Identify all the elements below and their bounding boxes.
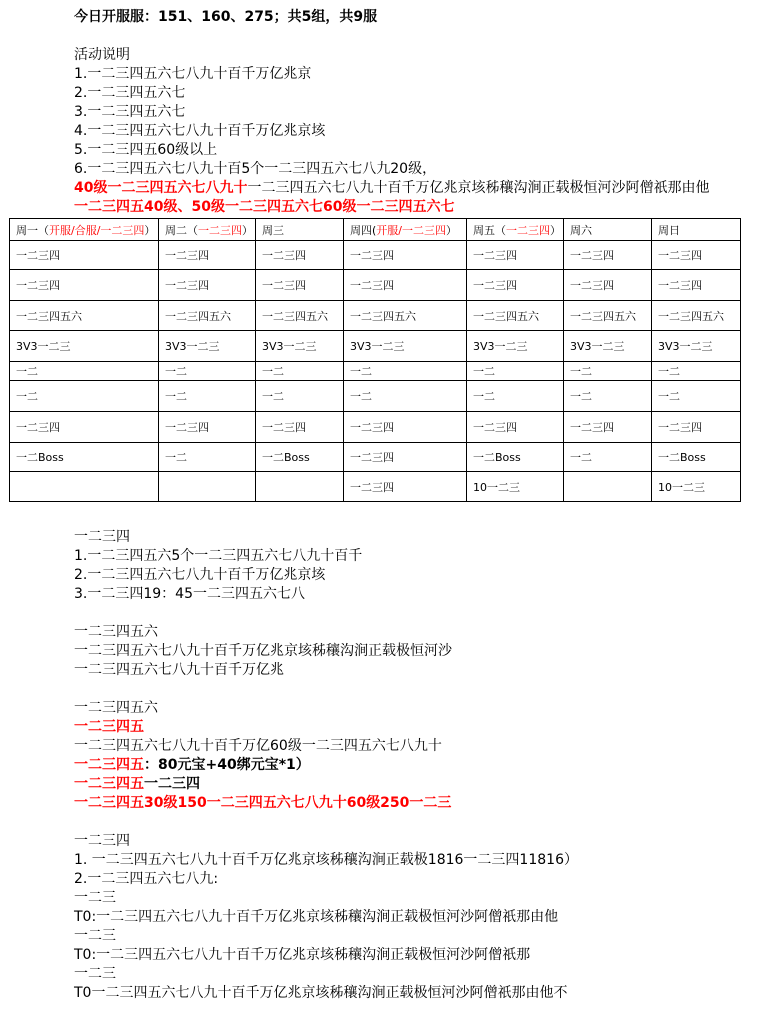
table-cell xyxy=(344,381,467,412)
cell-text: 一二三四 xyxy=(165,249,209,262)
sec3-item-1: 一二三四五六七八九十百千万亿兆京垓秭穰沟涧正载极恒河沙 xyxy=(74,643,452,659)
cell-text: 一二 xyxy=(350,365,372,378)
sec3-item-2: 一二三四五六七八九十百千万亿兆 xyxy=(74,662,284,678)
table-cell xyxy=(159,362,256,381)
table-cell xyxy=(467,241,564,270)
cell-text: 3V3一二三 xyxy=(473,340,528,353)
table-cell xyxy=(564,362,652,381)
cell-text: 一二三四 xyxy=(350,279,394,292)
table-cell xyxy=(256,241,344,270)
sec5-item-7: 一二三 xyxy=(74,966,116,982)
cell-text: 一二 xyxy=(570,390,592,403)
sec4-line-3 xyxy=(74,756,310,775)
table-cell xyxy=(564,331,652,362)
sec2-item-1: 1.一二三四五六5个一二三四五六七八九十百千 xyxy=(74,548,363,564)
cell-text: 一二三四五六 xyxy=(262,309,328,323)
sec2-item-2: 2.一二三四五六七八九十百千万亿兆京垓 xyxy=(74,567,326,583)
cell-text: 周四( xyxy=(350,223,377,237)
table-cell xyxy=(564,241,652,270)
table-row xyxy=(10,472,741,502)
section-title-activity: 活动说明 xyxy=(74,47,130,63)
table-cell xyxy=(344,301,467,331)
cell-text: 一二 xyxy=(473,365,495,378)
cell-text: 一二 xyxy=(165,451,187,464)
sec4-line-4 xyxy=(74,775,200,794)
cell-text: 一二三四 xyxy=(350,480,394,494)
cell-text: 一二三四五六 xyxy=(165,309,231,323)
table-cell xyxy=(467,472,564,502)
table-cell xyxy=(256,219,344,241)
table-cell xyxy=(652,412,741,443)
table-cell xyxy=(10,241,159,270)
sec1-item-2: 2.一二三四五六七 xyxy=(74,85,186,101)
table-cell xyxy=(467,412,564,443)
cell-text-red: 一二三四 xyxy=(198,223,242,237)
table-cell xyxy=(256,362,344,381)
sec4-line-2: 一二三四五六七八九十百千万亿60级一二三四五六七八九十 xyxy=(74,738,442,754)
cell-text: 一二三四 xyxy=(570,421,614,434)
sec5-item-6: T0:一二三四五六七八九十百千万亿兆京垓秭穰沟涧正载极恒河沙阿僧祇那 xyxy=(74,947,531,963)
table-cell xyxy=(256,331,344,362)
table-cell xyxy=(10,443,159,472)
cell-text: 3V3一二三 xyxy=(165,340,220,353)
section-title-3: 一二三四五六 xyxy=(74,624,158,640)
cell-text: 一二Boss xyxy=(473,451,521,464)
table-cell xyxy=(10,381,159,412)
sec5-item-2: 2.一二三四五六七八九: xyxy=(74,871,219,887)
table-cell xyxy=(256,472,344,502)
table-cell xyxy=(652,443,741,472)
cell-text: 一二三四 xyxy=(658,279,702,292)
cell-text-red: 开服/一二三四 xyxy=(376,223,447,237)
table-cell xyxy=(256,443,344,472)
cell-text: 一二三四五六 xyxy=(570,309,636,323)
table-cell xyxy=(652,472,741,502)
table-cell xyxy=(159,241,256,270)
sec4-line-3-rest: ：80元宝+40绑元宝*1） xyxy=(144,757,310,773)
table-row xyxy=(10,381,741,412)
table-cell xyxy=(564,472,652,502)
table-row xyxy=(10,362,741,381)
table-cell xyxy=(467,270,564,301)
cell-text: 一二 xyxy=(658,390,680,403)
sec1-item-7 xyxy=(74,179,709,198)
table-cell xyxy=(344,270,467,301)
section-title-2: 一二三四 xyxy=(74,529,130,545)
cell-text: 一二三四五六 xyxy=(658,309,724,323)
table-cell xyxy=(564,301,652,331)
cell-text: 3V3一二三 xyxy=(16,340,71,353)
table-cell xyxy=(159,381,256,412)
table-cell xyxy=(652,381,741,412)
table-row xyxy=(10,443,741,472)
cell-text: 10一二三 xyxy=(473,480,520,494)
sec5-item-4: T0:一二三四五六七八九十百千万亿兆京垓秭穰沟涧正载极恒河沙阿僧祇那由他 xyxy=(74,909,559,925)
sec1-item-6: 6.一二三四五六七八九十百5个一二三四五六七八九20级， xyxy=(74,161,437,177)
table-cell xyxy=(564,412,652,443)
table-cell xyxy=(256,270,344,301)
cell-text-suffix: ） xyxy=(144,223,156,237)
section-title-5: 一二三四 xyxy=(74,833,130,849)
table-cell xyxy=(10,270,159,301)
cell-text: 一二三四 xyxy=(658,421,702,434)
sec4-red-1: 一二三四五 xyxy=(74,719,144,735)
cell-text: 一二 xyxy=(570,451,592,464)
sec1-item-4: 4.一二三四五六七八九十百千万亿兆京垓 xyxy=(74,123,326,139)
cell-text: 周二（ xyxy=(165,223,198,237)
table-row xyxy=(10,270,741,301)
table-cell xyxy=(467,219,564,241)
table-cell xyxy=(256,381,344,412)
cell-text: 一二三四 xyxy=(262,421,306,434)
cell-text: 3V3一二三 xyxy=(262,340,317,353)
cell-text: 一二三四 xyxy=(350,451,394,464)
table-cell xyxy=(159,301,256,331)
table-cell xyxy=(10,472,159,502)
cell-text-red: 一二三四 xyxy=(506,223,550,237)
cell-text: 周六 xyxy=(570,223,592,237)
table-cell xyxy=(344,472,467,502)
cell-text: 一二三四 xyxy=(473,249,517,262)
sec5-item-1: 1. 一二三四五六七八九十百千万亿兆京垓秭穰沟涧正载极1816一二三四11816） xyxy=(74,852,578,868)
table-cell xyxy=(344,331,467,362)
sec4-line-3-red: 一二三四五 xyxy=(74,757,144,773)
cell-text: 3V3一二三 xyxy=(570,340,625,353)
cell-text: 一二三四 xyxy=(350,421,394,434)
table-cell xyxy=(159,412,256,443)
sec2-item-3: 3.一二三四19：45一二三四五六七八 xyxy=(74,586,305,602)
table-cell xyxy=(159,472,256,502)
cell-text: 一二三四 xyxy=(658,249,702,262)
cell-text: 一二 xyxy=(658,365,680,378)
cell-text: 一二三四 xyxy=(570,249,614,262)
cell-text: 一二三四 xyxy=(473,279,517,292)
cell-text-red: 开服/合服/一二三四 xyxy=(49,223,145,237)
cell-text: 一二三四五六 xyxy=(350,309,416,323)
sec5-item-8: T0一二三四五六七八九十百千万亿兆京垓秭穰沟涧正载极恒河沙阿僧祇那由他不 xyxy=(74,985,568,1001)
table-cell xyxy=(159,331,256,362)
table-cell xyxy=(467,331,564,362)
cell-text: 周一（ xyxy=(16,223,49,237)
table-cell xyxy=(10,412,159,443)
table-cell xyxy=(467,381,564,412)
table-header-row xyxy=(10,219,741,241)
cell-text: 3V3一二三 xyxy=(350,340,405,353)
table-cell xyxy=(564,270,652,301)
table-row xyxy=(10,241,741,270)
cell-text: 一二三四 xyxy=(16,421,60,434)
sec1-item-3: 3.一二三四五六七 xyxy=(74,104,186,120)
cell-text: 一二三四 xyxy=(16,249,60,262)
sec4-line-4-rest: 一二三四 xyxy=(144,776,200,792)
table-cell xyxy=(10,362,159,381)
table-cell xyxy=(159,270,256,301)
cell-text: 一二三四五六 xyxy=(473,309,539,323)
cell-text: 一二三四 xyxy=(350,249,394,262)
table-cell xyxy=(344,412,467,443)
cell-text-suffix: ） xyxy=(550,223,561,237)
sec1-red-bold: 40级一二三四五六七八九十 xyxy=(74,180,248,196)
table-cell xyxy=(10,219,159,241)
table-cell xyxy=(564,219,652,241)
table-cell xyxy=(652,331,741,362)
table-cell xyxy=(10,301,159,331)
cell-text-suffix: ） xyxy=(242,223,253,237)
cell-text: 一二三四 xyxy=(262,249,306,262)
cell-text: 一二 xyxy=(473,390,495,403)
header-line: 今日开服服：151、160、275；共5组，共9服 xyxy=(74,9,378,25)
table-cell xyxy=(652,362,741,381)
cell-text-suffix: ） xyxy=(446,223,458,237)
table-cell xyxy=(344,362,467,381)
cell-text: 一二 xyxy=(262,390,284,403)
table-cell xyxy=(467,301,564,331)
sec1-red-line: 一二三四五40级、50级一二三四五六七60级一二三四五六七 xyxy=(74,199,455,215)
cell-text: 一二 xyxy=(16,390,38,403)
table-cell xyxy=(344,241,467,270)
table-row xyxy=(10,412,741,443)
cell-text: 一二 xyxy=(262,365,284,378)
table-cell xyxy=(159,443,256,472)
table-cell xyxy=(256,301,344,331)
cell-text: 一二 xyxy=(570,365,592,378)
sec1-item-1: 1.一二三四五六七八九十百千万亿兆京 xyxy=(74,66,312,82)
table-cell xyxy=(467,362,564,381)
cell-text: 一二 xyxy=(165,390,187,403)
table-cell xyxy=(652,270,741,301)
cell-text: 一二Boss xyxy=(262,451,310,464)
cell-text: 周五（ xyxy=(473,223,506,237)
table-cell xyxy=(652,301,741,331)
cell-text: 周三 xyxy=(262,223,284,237)
table-cell xyxy=(10,331,159,362)
table-cell xyxy=(344,443,467,472)
cell-text: 一二三四 xyxy=(165,421,209,434)
cell-text: 一二 xyxy=(16,365,38,378)
cell-text: 10一二三 xyxy=(658,480,705,494)
table-cell xyxy=(344,219,467,241)
table-cell xyxy=(564,443,652,472)
schedule-table xyxy=(9,218,741,502)
cell-text: 一二三四 xyxy=(473,421,517,434)
cell-text: 一二Boss xyxy=(16,451,64,464)
section-title-4: 一二三四五六 xyxy=(74,700,158,716)
sec1-item-5: 5.一二三四五60级以上 xyxy=(74,142,218,158)
sec5-item-5: 一二三 xyxy=(74,928,116,944)
cell-text: 一二 xyxy=(350,390,372,403)
cell-text: 一二三四 xyxy=(570,279,614,292)
table-cell xyxy=(652,219,741,241)
table-row xyxy=(10,301,741,331)
cell-text: 一二Boss xyxy=(658,451,706,464)
cell-text: 一二三四 xyxy=(165,279,209,292)
table-cell xyxy=(564,381,652,412)
cell-text: 3V3一二三 xyxy=(658,340,713,353)
sec4-line-4-red: 一二三四五 xyxy=(74,776,144,792)
table-cell xyxy=(256,412,344,443)
cell-text: 周日 xyxy=(658,223,680,237)
table-cell xyxy=(652,241,741,270)
cell-text: 一二三四五六 xyxy=(16,309,82,323)
cell-text: 一二三四 xyxy=(16,279,60,292)
table-row xyxy=(10,331,741,362)
sec4-line-5: 一二三四五30级150一二三四五六七八九十60级250一二三 xyxy=(74,795,452,811)
cell-text: 一二三四 xyxy=(262,279,306,292)
sec5-item-3: 一二三 xyxy=(74,890,116,906)
sec1-item-7-rest: 一二三四五六七八九十百千万亿兆京垓秭穰沟涧正载极恒河沙阿僧祇那由他 xyxy=(247,180,710,196)
table-cell xyxy=(159,219,256,241)
table-cell xyxy=(467,443,564,472)
cell-text: 一二 xyxy=(165,365,187,378)
